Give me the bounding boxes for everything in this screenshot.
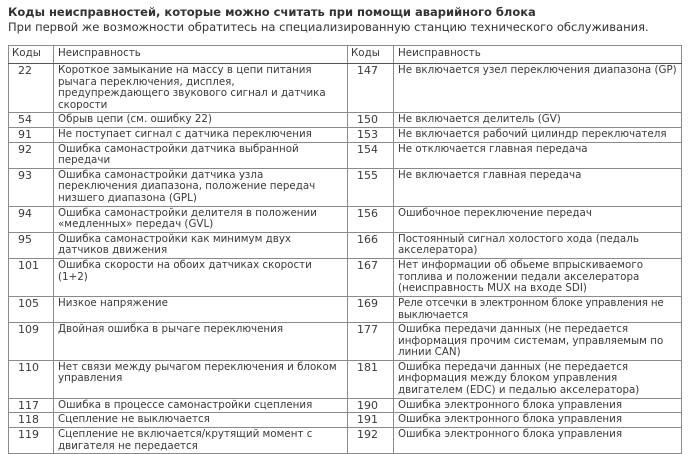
header-fault-right: Неисправность bbox=[394, 46, 682, 64]
fault-code-right: 190 bbox=[348, 398, 394, 413]
fault-description-left: Ошибка самонастройки датчика выбранной передачи bbox=[54, 142, 348, 168]
fault-description-left: Обрыв цепи (см. ошибку 22) bbox=[54, 113, 348, 128]
fault-description-left: Короткое замыкание на массу в цепи питания рычага переключения, дисплея, предупреждающего звукового сигнал и датчика скорости bbox=[54, 64, 348, 113]
fault-description-right: Реле отсечки в электронном блоке управления не выключается bbox=[394, 296, 682, 322]
fault-description-right: Ошибка передачи данных (не передается информация между блоком управления двигателем (EDC) и педалью акселератора) bbox=[394, 360, 682, 398]
fault-code-left: 95 bbox=[9, 232, 54, 258]
table-row bbox=[9, 360, 682, 398]
fault-description-left: Не поступает сигнал с датчика переключения bbox=[54, 127, 348, 142]
fault-code-right: 181 bbox=[348, 360, 394, 398]
fault-description-right: Ошибочное переключение передач bbox=[394, 206, 682, 232]
fault-code-left: 119 bbox=[9, 428, 54, 454]
fault-description-right: Не включается рабочий цилиндр переключателя bbox=[394, 127, 682, 142]
fault-code-right: 192 bbox=[348, 428, 394, 454]
fault-code-right: 150 bbox=[348, 113, 394, 128]
header-fault-left: Неисправность bbox=[54, 46, 348, 64]
fault-description-left: Ошибка самонастройки датчика узла переключения диапазона, положение передач низшего диапазона (GPL) bbox=[54, 168, 348, 206]
fault-description-left: Ошибка в процессе самонастройки сцепления bbox=[54, 398, 348, 413]
fault-code-right: 153 bbox=[348, 127, 394, 142]
fault-code-left: 54 bbox=[9, 113, 54, 128]
fault-description-left: Сцепление не выключается bbox=[54, 413, 348, 428]
fault-description-right: Ошибка электронного блока управления bbox=[394, 413, 682, 428]
fault-description-left: Низкое напряжение bbox=[54, 296, 348, 322]
fault-code-right: 147 bbox=[348, 64, 394, 113]
fault-code-right: 156 bbox=[348, 206, 394, 232]
fault-code-left: 101 bbox=[9, 258, 54, 296]
fault-description-right: Не отключается главная передача bbox=[394, 142, 682, 168]
table-row bbox=[9, 296, 682, 322]
fault-code-right: 166 bbox=[348, 232, 394, 258]
table-header-row bbox=[9, 46, 682, 64]
fault-code-left: 110 bbox=[9, 360, 54, 398]
fault-code-left: 91 bbox=[9, 127, 54, 142]
table-row bbox=[9, 206, 682, 232]
fault-description-right: Нет информации об обьеме впрыскиваемого топлива и положении педали акселератора (неисправность MUX на входе SDI) bbox=[394, 258, 682, 296]
fault-description-left: Ошибка самонастройки делителя в положении «медленных» передач (GVL) bbox=[54, 206, 348, 232]
fault-description-right: Постоянный сигнал холостого хода (педаль акселератора) bbox=[394, 232, 682, 258]
fault-description-left: Двойная ошибка в рычаге переключения bbox=[54, 323, 348, 361]
fault-description-right: Не включается главная передача bbox=[394, 168, 682, 206]
fault-description-right: Ошибка электронного блока управления bbox=[394, 398, 682, 413]
heading-subtitle: При первой же возможности обратитесь на специализированную станцию технического обслуживания. bbox=[8, 20, 649, 34]
fault-code-left: 92 bbox=[9, 142, 54, 168]
heading-title: Коды неисправностей, которые можно считать при помощи аварийного блока bbox=[8, 5, 536, 19]
table-row bbox=[9, 232, 682, 258]
fault-code-left: 109 bbox=[9, 323, 54, 361]
fault-code-left: 117 bbox=[9, 398, 54, 413]
fault-description-left: Ошибка скорости на обоих датчиках скорости (1+2) bbox=[54, 258, 348, 296]
fault-code-right: 154 bbox=[348, 142, 394, 168]
fault-code-right: 177 bbox=[348, 323, 394, 361]
table-row bbox=[9, 398, 682, 413]
table-row bbox=[9, 323, 682, 361]
table-row bbox=[9, 258, 682, 296]
table-row bbox=[9, 413, 682, 428]
fault-code-left: 93 bbox=[9, 168, 54, 206]
fault-description-right: Ошибка передачи данных (не передается информация прочим системам, управляемым по линии CAN) bbox=[394, 323, 682, 361]
table-row bbox=[9, 168, 682, 206]
header-codes-right: Коды bbox=[348, 46, 394, 64]
fault-code-left: 94 bbox=[9, 206, 54, 232]
fault-code-right: 169 bbox=[348, 296, 394, 322]
fault-code-left: 105 bbox=[9, 296, 54, 322]
fault-description-left: Ошибка самонастройки как минимум двух датчиков движения bbox=[54, 232, 348, 258]
fault-code-right: 155 bbox=[348, 168, 394, 206]
table-row bbox=[9, 64, 682, 113]
fault-description-right: Не включается узел переключения диапазона (GP) bbox=[394, 64, 682, 113]
fault-codes-table bbox=[8, 45, 682, 454]
fault-description-left: Нет связи между рычагом переключения и блоком управления bbox=[54, 360, 348, 398]
fault-description-left: Сцепление не включается/крутящий момент с двигателя не передается bbox=[54, 428, 348, 454]
table-row bbox=[9, 113, 682, 128]
fault-code-right: 191 bbox=[348, 413, 394, 428]
fault-code-right: 167 bbox=[348, 258, 394, 296]
page-heading bbox=[8, 5, 649, 35]
fault-code-left: 118 bbox=[9, 413, 54, 428]
fault-description-right: Не включается делитель (GV) bbox=[394, 113, 682, 128]
header-codes-left: Коды bbox=[9, 46, 54, 64]
table-row bbox=[9, 127, 682, 142]
fault-code-left: 22 bbox=[9, 64, 54, 113]
table-row bbox=[9, 142, 682, 168]
fault-description-right: Ошибка электронного блока управления bbox=[394, 428, 682, 454]
